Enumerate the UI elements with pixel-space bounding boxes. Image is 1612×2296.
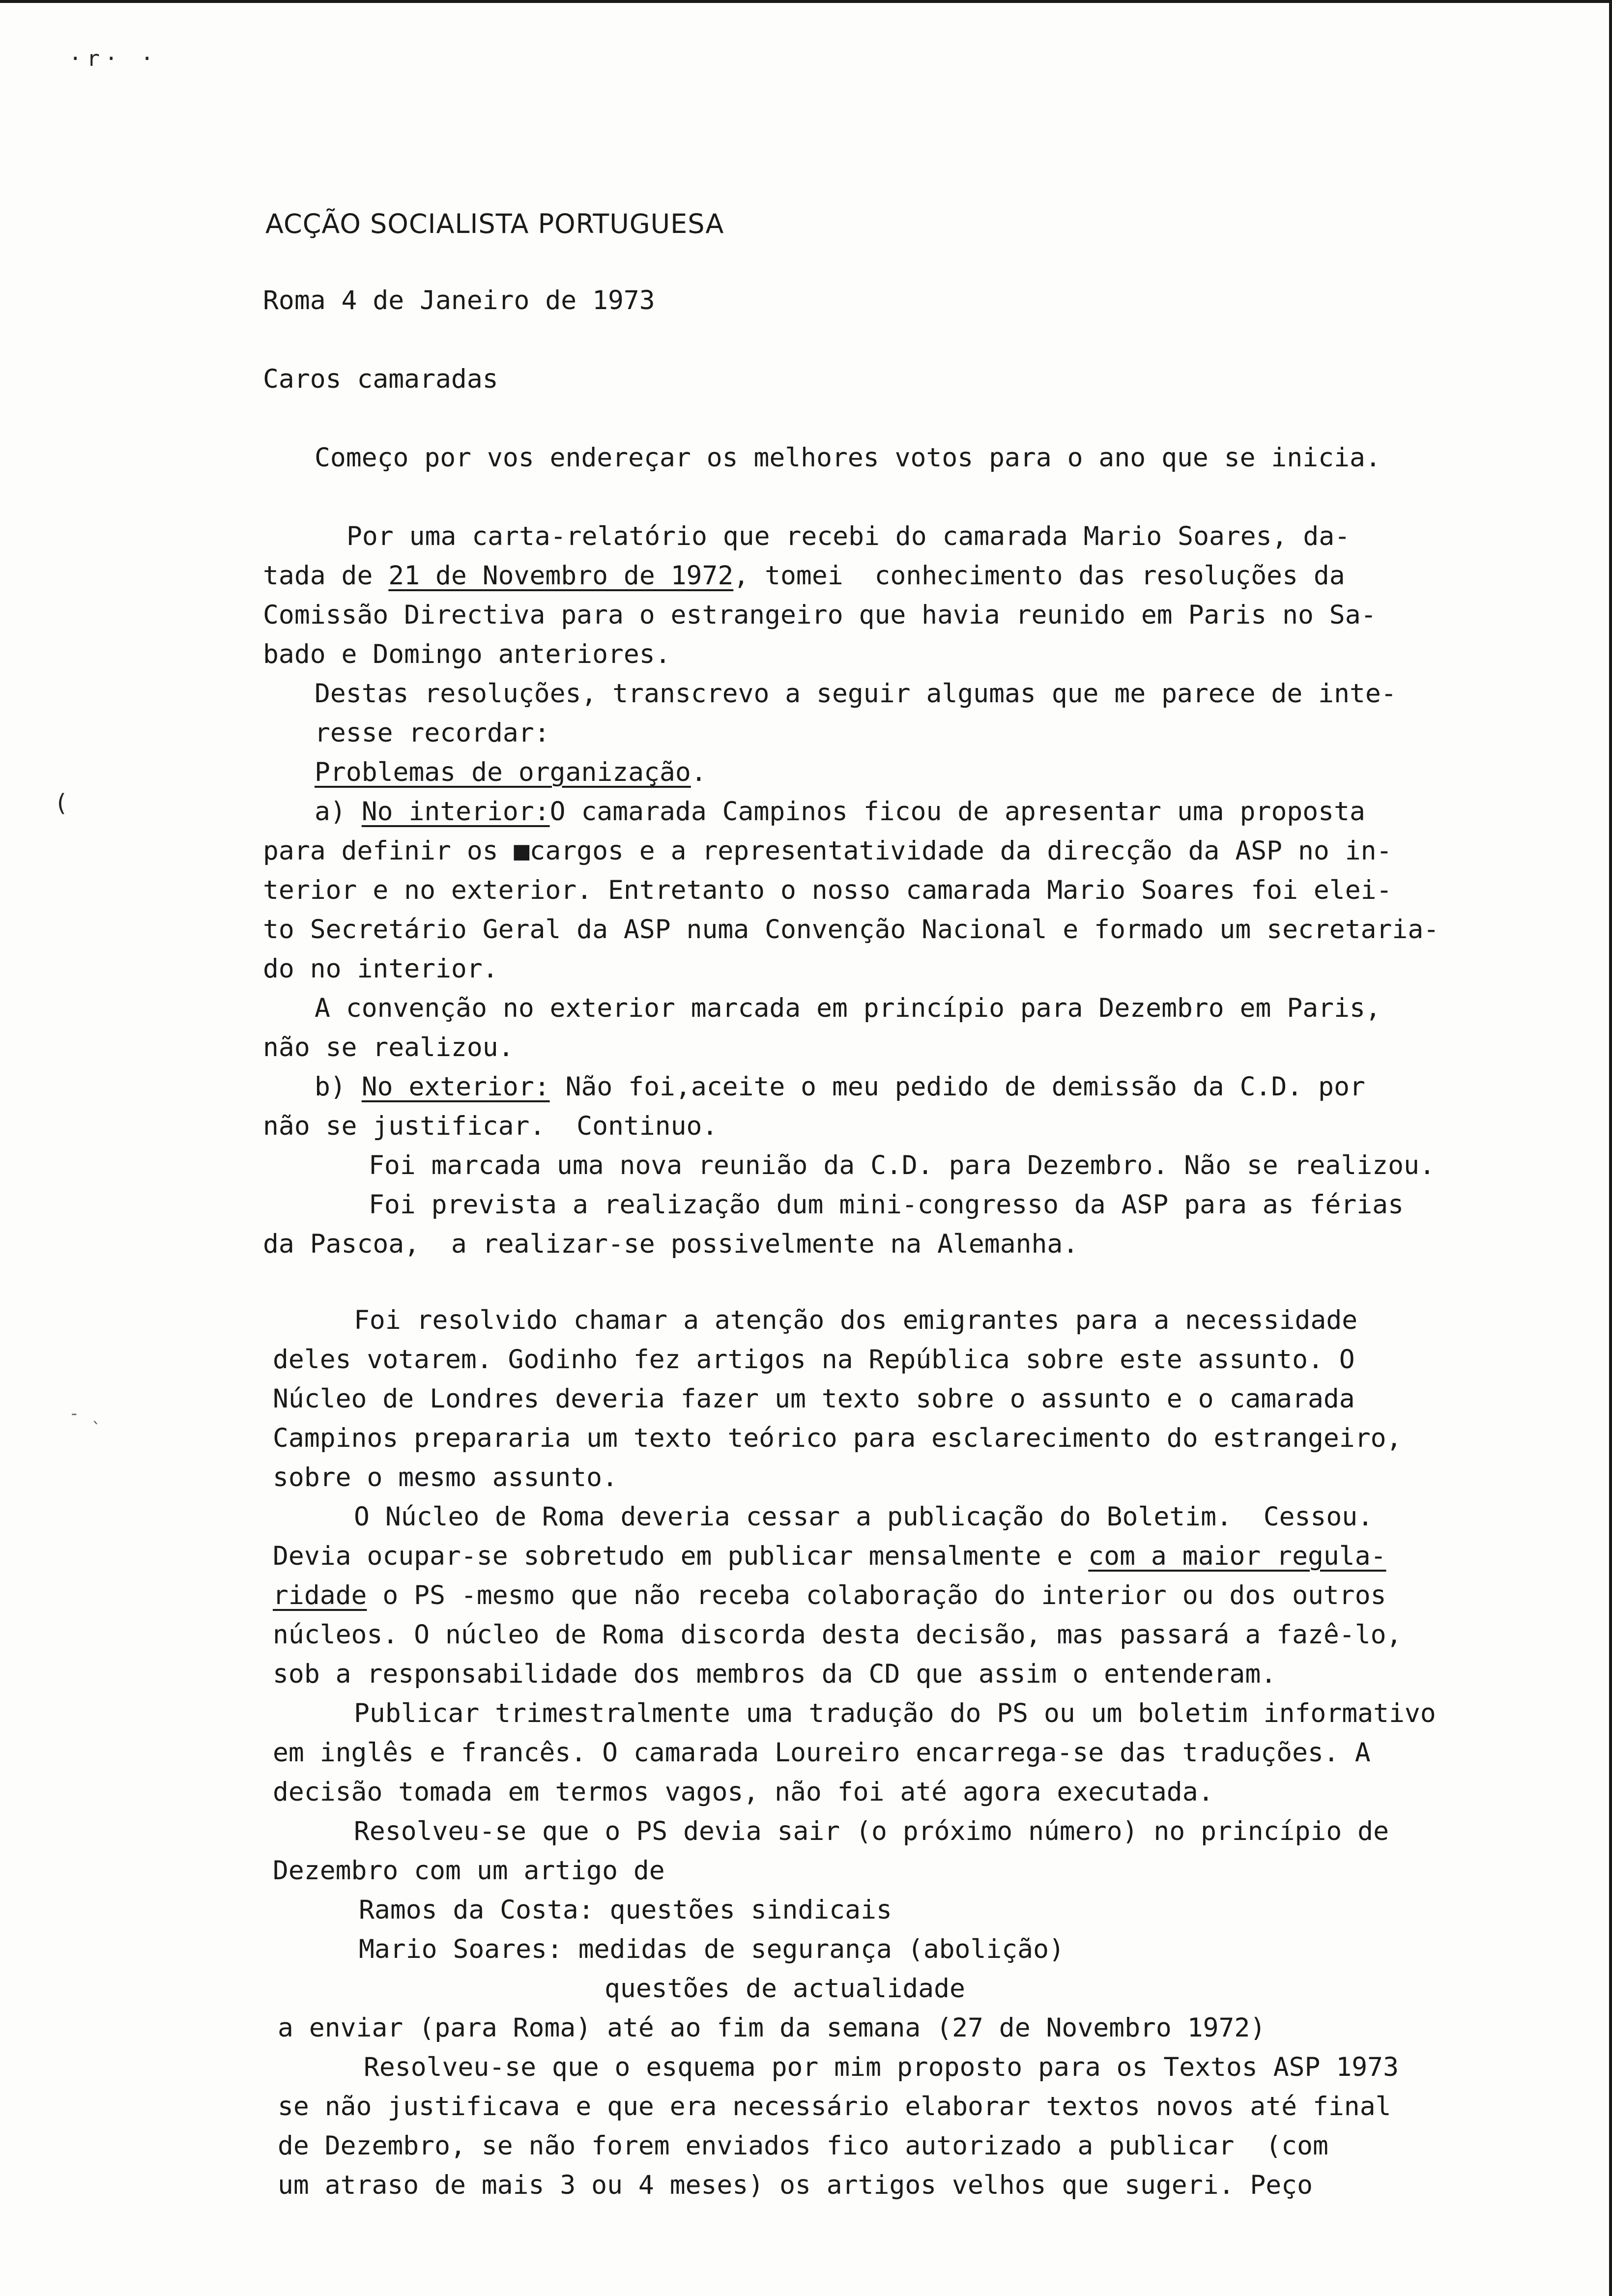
section-title-end: . [691,757,707,787]
p6-line-2: em inglês e francês. O camarada Loureiro encarrega-se das traduções. A [273,1738,1371,1768]
item-a-line-3: terior e no exterior. Entretanto o nosso camarada Mario Soares foi elei- [263,875,1392,905]
date-line: Roma 4 de Janeiro de 1973 [263,286,655,316]
item-b-line-5: da Pascoa, a realizar-se possivelmente na Alemanha. [263,1229,1079,1259]
p4-line-2: deles votarem. Godinho fez artigos na República sobre este assunto. O [273,1345,1355,1375]
p8-line-1: Resolveu-se que o esquema por mim proposto para os Textos ASP 1973 [364,2052,1399,2082]
p8-line-3: de Dezembro, se não forem enviados fico autorizado a publicar (com [278,2131,1328,2161]
item-a-label: No interior: [361,797,550,827]
p1-line-2-post: , tomei conhecimento das resoluções da [733,561,1345,591]
p5-line-4: núcleos. O núcleo de Roma discorda desta decisão, mas passará a fazê-lo, [273,1620,1402,1650]
item-b-marker: b) [315,1072,362,1102]
p6-line-1: Publicar trimestralmente uma tradução do PS ou um boletim informativo [354,1698,1436,1728]
item-b-line-1 [315,1072,1365,1102]
p8-line-2: se não justificava e que era necessário elaborar textos novos até final [278,2092,1391,2122]
p4-line-5: sobre o mesmo assunto. [273,1463,618,1492]
item-a-line-5: do no interior. [263,954,498,984]
p5-line-2 [273,1541,1386,1571]
p7-line-6: a enviar (para Roma) até ao fim da semana (27 de Novembro 1972) [278,2013,1266,2043]
item-b-line-1-text: Não foi,aceite o meu pedido de demissão da C.D. por [549,1072,1365,1102]
p1-line-4: bado e Domingo anteriores. [263,639,671,669]
p1-line-2-pre: tada de [263,561,389,591]
greeting-line: Começo por vos endereçar os melhores votos para o ano que se inicia. [315,443,1381,473]
item-b-label: No exterior: [361,1072,550,1102]
p4-line-3: Núcleo de Londres deveria fazer um texto sobre o assunto e o camarada [273,1384,1355,1414]
p5-line-3 [273,1580,1386,1610]
item-a-line-4: to Secretário Geral da ASP numa Convenção Nacional e formado um secretaria- [263,915,1439,945]
p1-line-1: Por uma carta-relatório que recebi do camarada Mario Soares, da- [346,521,1351,551]
p5-underlined-1: com a maior regula- [1088,1541,1386,1571]
p5-line-3-post: o PS -mesmo que não receba colaboração do interior ou dos outros [367,1580,1386,1610]
p5-line-5: sob a responsabilidade dos membros da CD que assim o entenderam. [273,1659,1277,1689]
stray-mark-left: ( [54,789,68,817]
item-b-line-2: não se justificar. Continuo. [263,1111,718,1141]
p1-date-underlined: 21 de Novembro de 1972 [388,561,734,591]
p7-line-4: Mario Soares: medidas de segurança (abolição) [359,1934,1065,1964]
p5-line-2-pre: Devia ocupar-se sobretudo em publicar mensalmente e [273,1541,1089,1571]
p1-line-3: Comissão Directiva para o estrangeiro que havia reunido em Paris no Sa- [263,600,1377,630]
p1-line-2 [263,561,1345,591]
p5-line-1: O Núcleo de Roma deveria cessar a publicação do Boletim. Cessou. [354,1502,1374,1532]
p7-line-2: Dezembro com um artigo de [273,1856,665,1886]
p3-line-1: A convenção no exterior marcada em princípio para Dezembro em Paris, [315,993,1381,1023]
p7-line-1: Resolveu-se que o PS devia sair (o próximo número) no princípio de [354,1816,1389,1846]
letterhead: ACÇÃO SOCIALISTA PORTUGUESA [265,208,724,239]
item-a-line-1-text: O camarada Campinos ficou de apresentar uma proposta [549,797,1365,827]
p5-underlined-2: ridade [273,1580,367,1610]
p3-line-2: não se realizou. [263,1033,514,1062]
p7-line-3: Ramos da Costa: questões sindicais [359,1895,892,1925]
p6-line-3: decisão tomada em termos vagos, não foi até agora executada. [273,1777,1214,1807]
item-b-line-4: Foi prevista a realização dum mini-congresso da ASP para as férias [369,1190,1404,1220]
p7-line-5: questões de actualidade [604,1974,965,2004]
p4-line-1: Foi resolvido chamar a atenção dos emigrantes para a necessidade [354,1305,1358,1335]
section-title [315,757,707,787]
section-title-text: Problemas de organização [315,757,691,787]
item-b-line-3: Foi marcada uma nova reunião da C.D. para Dezembro. Não se realizou. [369,1150,1435,1180]
letter-body [0,3,1439,2251]
p4-line-4: Campinos prepararia um texto teórico para esclarecimento do estrangeiro, [273,1423,1402,1453]
item-a-marker: a) [315,797,362,827]
p8-line-4: um atraso de mais 3 ou 4 meses) os artigos velhos que sugeri. Peço [278,2170,1313,2200]
salutation: Caros camaradas [263,364,498,394]
item-a-line-2: para definir os ■cargos e a representatividade da direcção da ASP no in- [263,836,1392,866]
stray-mark-top: ·r· · [69,46,159,71]
p2-line-1: Destas resoluções, transcrevo a seguir algumas que me parece de inte- [315,679,1397,709]
p2-line-2: resse recordar: [315,718,550,748]
stray-mark-left-lower: ‐ ˎ [69,1404,101,1424]
item-a-line-1 [315,797,1365,827]
